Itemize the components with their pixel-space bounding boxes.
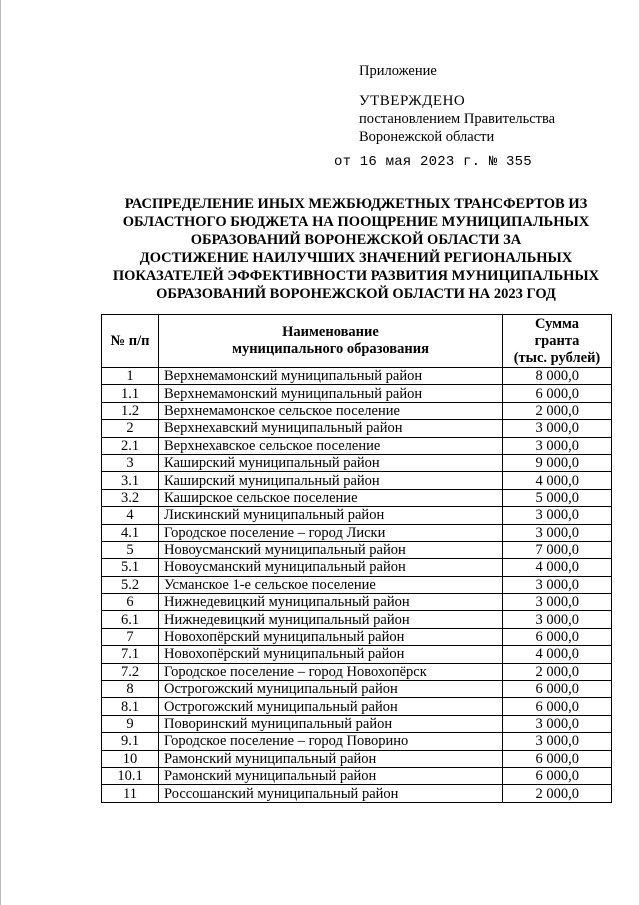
grant-amount: 3 000,0	[503, 576, 612, 593]
municipality-name: Острогожский муниципальный район	[159, 681, 503, 698]
table-row	[102, 715, 612, 732]
municipality-name: Нижнедевицкий муниципальный район	[159, 594, 503, 611]
table-row	[102, 385, 612, 402]
table-body	[102, 368, 612, 803]
grant-amount: 7 000,0	[503, 541, 612, 558]
grant-distribution-table	[101, 314, 612, 803]
municipality-name: Поворинский муниципальный район	[159, 715, 503, 732]
grant-amount: 6 000,0	[503, 681, 612, 698]
header-name-line: муниципального образования	[232, 341, 429, 357]
municipality-name: Городское поселение – город Лиски	[159, 524, 503, 541]
table-row	[102, 681, 612, 698]
municipality-name: Острогожский муниципальный район	[159, 698, 503, 715]
row-number: 7	[102, 628, 159, 645]
row-number: 8.1	[102, 698, 159, 715]
grant-amount: 5 000,0	[503, 489, 612, 506]
table-row	[102, 437, 612, 454]
municipality-name: Лискинский муниципальный район	[159, 507, 503, 524]
row-number: 1.1	[102, 385, 159, 402]
municipality-name: Каширский муниципальный район	[159, 454, 503, 471]
grant-amount: 3 000,0	[503, 437, 612, 454]
approved-region-line: Воронежской области	[359, 129, 495, 145]
grant-amount: 6 000,0	[503, 698, 612, 715]
row-number: 8	[102, 681, 159, 698]
title-line: ОБРАЗОВАНИЙ ВОРОНЕЖСКОЙ ОБЛАСТИ НА 2023 ГОД	[156, 286, 556, 302]
row-number: 7.1	[102, 646, 159, 663]
approved-label: УТВЕРЖДЕНО	[359, 93, 466, 109]
table-row	[102, 785, 612, 802]
title-line: РАСПРЕДЕЛЕНИЕ ИНЫХ МЕЖБЮДЖЕТНЫХ ТРАНСФЕРТОВ ИЗ	[124, 196, 588, 212]
grant-amount: 3 000,0	[503, 420, 612, 437]
municipality-name: Верхнехавский муниципальный район	[159, 420, 503, 437]
table-row	[102, 541, 612, 558]
municipality-name: Новохопёрский муниципальный район	[159, 628, 503, 645]
row-number: 5.1	[102, 559, 159, 576]
row-number: 1	[102, 368, 159, 385]
municipality-name: Верхнемамонское сельское поселение	[159, 402, 503, 419]
row-number: 1.2	[102, 402, 159, 419]
municipality-name: Россошанский муниципальный район	[159, 785, 503, 802]
grant-amount: 3 000,0	[503, 524, 612, 541]
title-line: ДОСТИЖЕНИЕ НАИЛУЧШИХ ЗНАЧЕНИЙ РЕГИОНАЛЬНЫХ	[139, 250, 573, 266]
grant-amount: 2 000,0	[503, 663, 612, 680]
table-row	[102, 472, 612, 489]
grant-amount: 2 000,0	[503, 785, 612, 802]
row-number: 2.1	[102, 437, 159, 454]
row-number: 3.2	[102, 489, 159, 506]
approved-by-line: постановлением Правительства	[359, 111, 556, 127]
row-number: 4.1	[102, 524, 159, 541]
municipality-name: Городское поселение – город Новохопёрск	[159, 663, 503, 680]
header-name-line: Наименование	[282, 324, 379, 340]
row-number: 9.1	[102, 733, 159, 750]
table-row	[102, 420, 612, 437]
row-number: 4	[102, 507, 159, 524]
grant-amount: 3 000,0	[503, 611, 612, 628]
municipality-name: Городское поселение – город Поворино	[159, 733, 503, 750]
grant-amount: 3 000,0	[503, 733, 612, 750]
table-row	[102, 698, 612, 715]
header-sum	[503, 315, 612, 368]
municipality-name: Нижнедевицкий муниципальный район	[159, 611, 503, 628]
grant-amount: 4 000,0	[503, 559, 612, 576]
row-number: 5	[102, 541, 159, 558]
table-row	[102, 576, 612, 593]
header-num-label: № п/п	[110, 332, 150, 349]
row-number: 3.1	[102, 472, 159, 489]
grant-amount: 6 000,0	[503, 750, 612, 767]
appendix-label: Приложение	[359, 63, 437, 79]
title-line: ОБЛАСТНОГО БЮДЖЕТА НА ПООЩРЕНИЕ МУНИЦИПАЛЬНЫХ	[122, 214, 590, 230]
row-number: 9	[102, 715, 159, 732]
municipality-name: Рамонский муниципальный район	[159, 750, 503, 767]
table-row	[102, 402, 612, 419]
municipality-name: Новоусманский муниципальный район	[159, 541, 503, 558]
table-row	[102, 750, 612, 767]
table-row	[102, 507, 612, 524]
table-row	[102, 646, 612, 663]
table-row	[102, 733, 612, 750]
municipality-name: Верхнемамонский муниципальный район	[159, 368, 503, 385]
grant-amount: 6 000,0	[503, 385, 612, 402]
municipality-name: Верхнехавское сельское поселение	[159, 437, 503, 454]
table-row	[102, 594, 612, 611]
table-row	[102, 524, 612, 541]
row-number: 10	[102, 750, 159, 767]
header-name	[159, 315, 503, 368]
municipality-name: Каширский муниципальный район	[159, 472, 503, 489]
grant-amount: 4 000,0	[503, 646, 612, 663]
grant-amount: 3 000,0	[503, 715, 612, 732]
table-header-row	[102, 315, 612, 368]
header-num	[102, 315, 159, 368]
grant-amount: 6 000,0	[503, 767, 612, 784]
grant-amount: 3 000,0	[503, 594, 612, 611]
table-row	[102, 559, 612, 576]
grant-amount: 9 000,0	[503, 454, 612, 471]
table-row	[102, 611, 612, 628]
grant-amount: 6 000,0	[503, 628, 612, 645]
municipality-name: Рамонский муниципальный район	[159, 767, 503, 784]
header-sum-line: (тыс. рублей)	[513, 349, 601, 366]
title-line: ОБРАЗОВАНИЙ ВОРОНЕЖСКОЙ ОБЛАСТИ ЗА	[190, 232, 522, 248]
row-number: 11	[102, 785, 159, 802]
row-number: 3	[102, 454, 159, 471]
row-number: 2	[102, 420, 159, 437]
municipality-name: Новохопёрский муниципальный район	[159, 646, 503, 663]
municipality-name: Новоусманский муниципальный район	[159, 559, 503, 576]
table-row	[102, 489, 612, 506]
grant-amount: 3 000,0	[503, 507, 612, 524]
row-number: 5.2	[102, 576, 159, 593]
decree-date: от 16 мая 2023 г. № 355	[334, 154, 532, 170]
document-title	[101, 195, 611, 303]
municipality-name: Каширское сельское поселение	[159, 489, 503, 506]
row-number: 10.1	[102, 767, 159, 784]
header-sum-line: гранта	[534, 332, 580, 349]
table-row	[102, 454, 612, 471]
row-number: 7.2	[102, 663, 159, 680]
header-sum-line: Сумма	[534, 315, 580, 332]
approval-block	[359, 62, 619, 146]
table-row	[102, 368, 612, 385]
grant-amount: 4 000,0	[503, 472, 612, 489]
grant-amount: 8 000,0	[503, 368, 612, 385]
table-row	[102, 767, 612, 784]
title-line: ПОКАЗАТЕЛЕЙ ЭФФЕКТИВНОСТИ РАЗВИТИЯ МУНИЦИПАЛЬНЫХ	[112, 268, 600, 284]
municipality-name: Усманское 1-е сельское поселение	[159, 576, 503, 593]
table-row	[102, 628, 612, 645]
grant-amount: 2 000,0	[503, 402, 612, 419]
municipality-name: Верхнемамонский муниципальный район	[159, 385, 503, 402]
row-number: 6	[102, 594, 159, 611]
row-number: 6.1	[102, 611, 159, 628]
table-row	[102, 663, 612, 680]
